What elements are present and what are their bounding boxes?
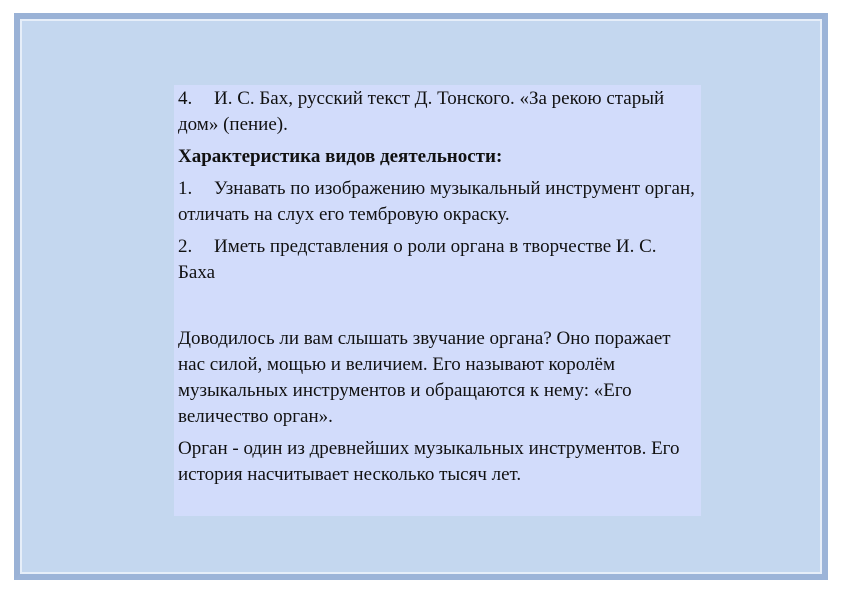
text-box xyxy=(174,85,701,516)
list-item-1 xyxy=(178,176,697,228)
list-number: 1. xyxy=(178,178,193,199)
list-item-2 xyxy=(178,234,697,286)
activities-heading: Характеристика видов деятельности: xyxy=(178,146,503,167)
list-item-text: Иметь представления о роли органа в творчестве И. С. Баха xyxy=(178,236,657,283)
list-item-text: И. С. Бах, русский текст Д. Тонского. «За рекою старый дом» (пение). xyxy=(178,88,665,135)
list-number: 4. xyxy=(178,88,193,109)
list-item-4 xyxy=(178,86,697,138)
body-paragraph-2: Орган - один из древнейших музыкальных инструментов. Его история насчитывает несколько тысяч лет. xyxy=(178,438,680,485)
list-number: 2. xyxy=(178,236,193,257)
body-paragraph-1: Доводилось ли вам слышать звучание органа? Оно поражает нас силой, мощью и величием. Его называют королём музыкальных инструментов и обращаются к нему: «Его величество орган». xyxy=(178,328,671,427)
list-item-text: Узнавать по изображению музыкальный инструмент орган, отличать на слух его тембровую окраску. xyxy=(178,178,695,225)
